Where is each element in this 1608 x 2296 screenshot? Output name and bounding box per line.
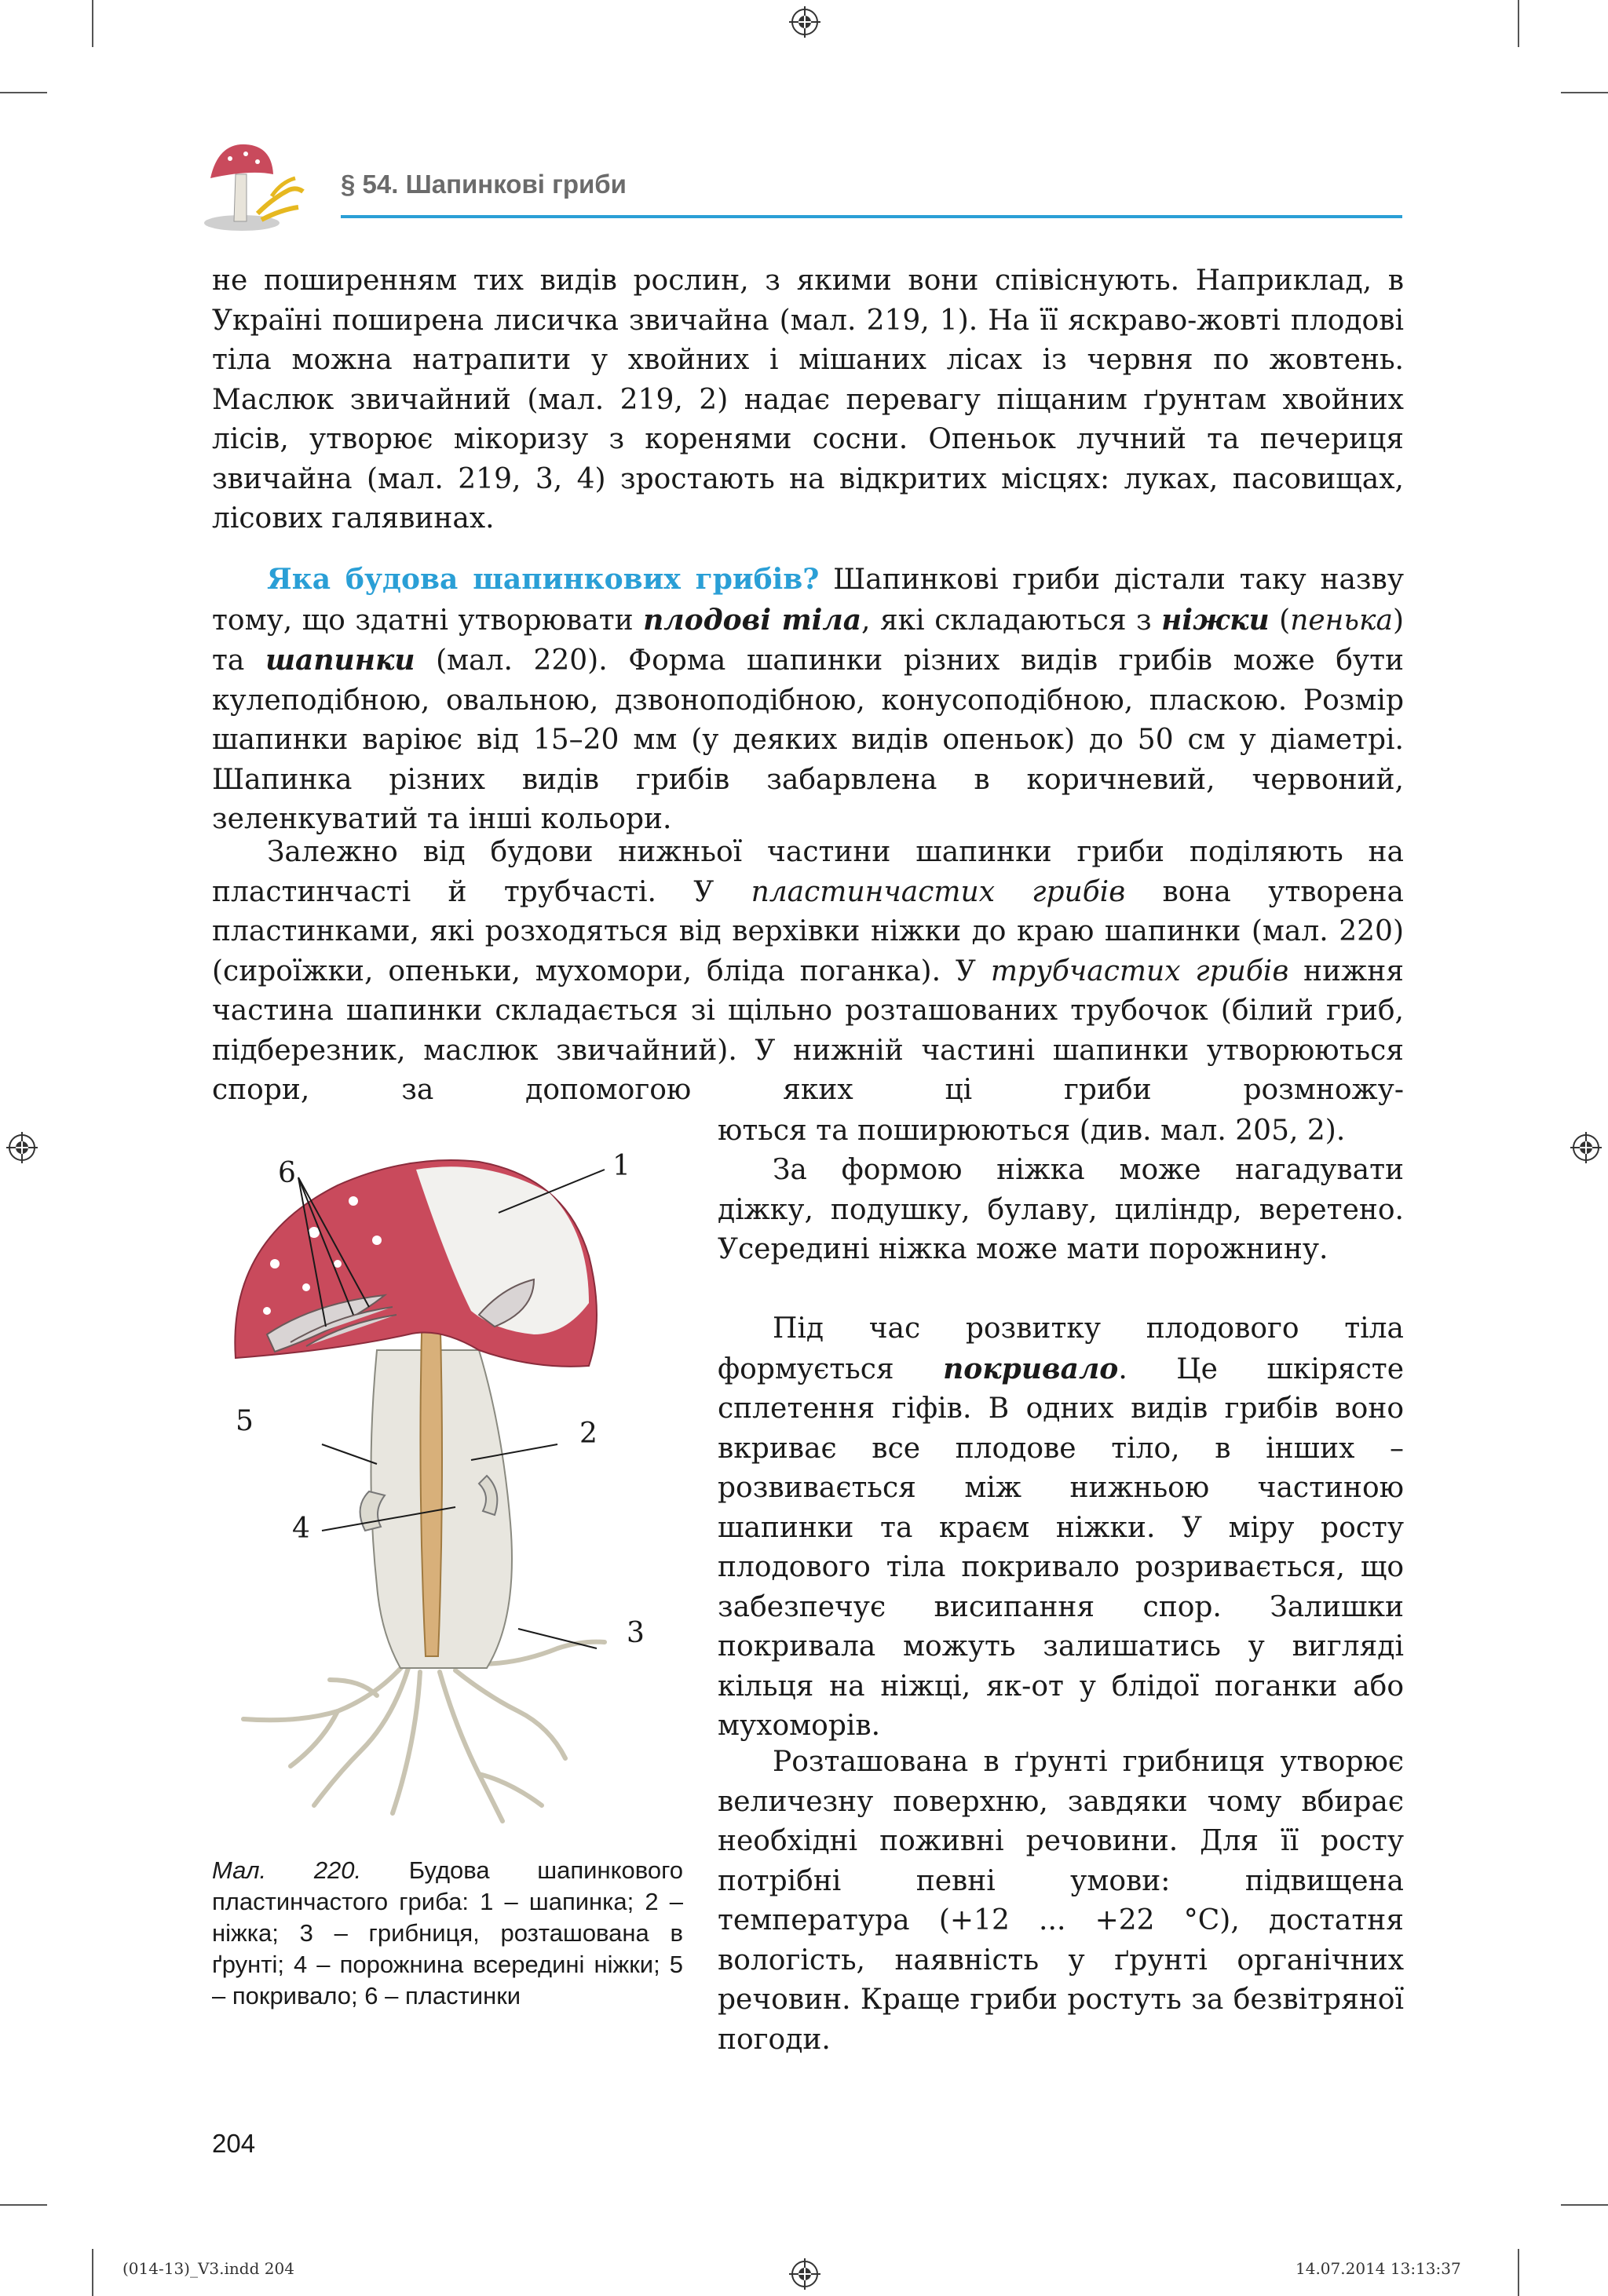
- figure-label-1: 1: [612, 1150, 630, 1182]
- paragraph-6: Розташована в ґрунті грибниця утворює величезну поверхню, завдяки чому вбирає необхідні поживні речовини. Для її росту потрібні певні умови: підвищена температура (+12 ... +22 °C), достатня вологість, наявність у ґрунті органічних речовин. Краще гриби ростуть за безвітряної погоди.: [718, 1746, 1404, 2056]
- figure-label-6: 6: [278, 1157, 296, 1189]
- figure-label-4: 4: [292, 1513, 310, 1545]
- footer-file: (014-13)_V3.indd 204: [122, 2259, 294, 2278]
- text-run: (: [1269, 604, 1291, 637]
- paragraph-3: [212, 833, 1404, 1111]
- term-lamellar-fungi: пластинчастих грибів: [751, 875, 1126, 908]
- text-run: Залежно від будови нижньої частини шапинки гриби поділяють на пластинчасті й трубчасті. У: [212, 836, 1404, 908]
- text-run: , які складаються з: [861, 604, 1162, 637]
- page-number: 204: [212, 2129, 256, 2158]
- text-run: . Це шкірясте сплетення гіфів. В одних видів грибів воно вкриває все плодове тіло, в інших – розвивається між нижньою частиною шапинки та краєм ніжки. У міру росту плодового тіла покривало розривається, що забезпечує висипання спор. Залишки покривала можуть залишатись у вигляді кільця на ніжці, як-от у блідої поганки або мухоморів.: [718, 1352, 1404, 1742]
- term-tubular-fungi: трубчастих грибів: [990, 955, 1289, 987]
- term-fruiting-body: плодові тіла: [643, 603, 862, 637]
- registration-mark-icon: [789, 2258, 820, 2290]
- mushroom-header-icon: [203, 135, 320, 237]
- caption-text: Будова шапинкового пластинчастого гриба: 1 – шапинка; 2 – ніжка; 3 – грибниця, розташована в ґрунті; 4 – порожнина всередині ніжки; 5 – покривало; 6 – пластинки: [212, 1856, 684, 2009]
- figure-label-2: 2: [579, 1418, 598, 1450]
- term-veil: покривало: [943, 1352, 1119, 1385]
- text-run: Шапинкові гриби дістали таку назву тому, що здатні утворювати: [212, 564, 1405, 637]
- caption-label: Мал. 220.: [212, 1856, 362, 1884]
- mushroom-structure-figure: [220, 1146, 707, 1837]
- crop-mark: [1561, 2204, 1608, 2206]
- figure-label-5: 5: [236, 1405, 254, 1437]
- question-heading: Яка будова шапинкових грибів?: [267, 563, 820, 596]
- text-run: (мал. 220). Форма шапинки різних видів грибів може бути кулеподібною, овальною, дзвоноподібною, конусоподібною, пласкою. Розмір шапинки варіює від 15–20 мм (у деяких видів опеньок) до 50 см у діаметрі. Шапинка різних видів грибів забарвлена в коричневий, червоний, зеленкуватий та інші кольори.: [212, 644, 1404, 835]
- crop-mark: [92, 2249, 93, 2296]
- paragraph-1: не поширенням тих видів рослин, з якими вони співіснують. Наприклад, в Україні поширена лисичка звичайна (мал. 219, 1). На її яскраво-жовті плодові тіла можна натрапити у хвойних і мішаних лісах із червня по жовтень. Маслюк звичайний (мал. 219, 2) надає перевагу піщаним ґрунтам хвойних лісів, утворює мікоризу з коренями сосни. Опеньок лучний та печериця звичайна (мал. 219, 3, 4) зростають на відкритих місцях: луках, пасовищах, лісових галявинах.: [212, 265, 1404, 535]
- paragraph-3-tail: ються та поширюються (див. мал. 205, 2).: [718, 1115, 1346, 1147]
- crop-mark: [1518, 2249, 1519, 2296]
- text-run: ) та: [212, 604, 1404, 677]
- text-run: Під час розвитку плодового тіла формується: [718, 1312, 1404, 1385]
- figure-label-3: 3: [627, 1617, 645, 1649]
- paragraph-4: За формою ніжка може нагадувати діжку, подушку, булаву, циліндр, веретено. Усередині ніжка може мати порожнину.: [718, 1154, 1404, 1265]
- text-run: вона утворена пластинками, які розходяться від верхівки ніжки до краю шапинки (мал. 220) (сироїжки, опеньки, мухомори, бліда поганка). У: [212, 875, 1404, 987]
- registration-mark-icon: [789, 6, 820, 38]
- footer-datetime: 14.07.2014 13:13:37: [1296, 2259, 1461, 2278]
- crop-mark: [0, 2204, 47, 2206]
- header-rule: [341, 215, 1402, 218]
- term-stump: пенька: [1290, 604, 1393, 637]
- text-run: нижня частина шапинки складається зі щільно розташованих трубочок (білий гриб, підберезник, маслюк звичайний). У нижній частині шапинки утворюються спори, за допомогою яких ці гриби розмножу-: [212, 955, 1404, 1106]
- term-cap: шапинки: [265, 644, 415, 677]
- section-title: § 54. Шапинкові гриби: [341, 170, 627, 199]
- paragraph-2: [212, 560, 1404, 840]
- crop-mark: [1518, 0, 1519, 47]
- figure-caption: [212, 1855, 683, 2012]
- crop-mark: [92, 0, 93, 47]
- crop-mark: [0, 92, 47, 93]
- paragraph-5: [718, 1309, 1404, 1747]
- term-stem: ніжки: [1161, 603, 1270, 637]
- registration-mark-icon: [6, 1132, 38, 1163]
- registration-mark-icon: [1570, 1132, 1602, 1163]
- crop-mark: [1561, 92, 1608, 93]
